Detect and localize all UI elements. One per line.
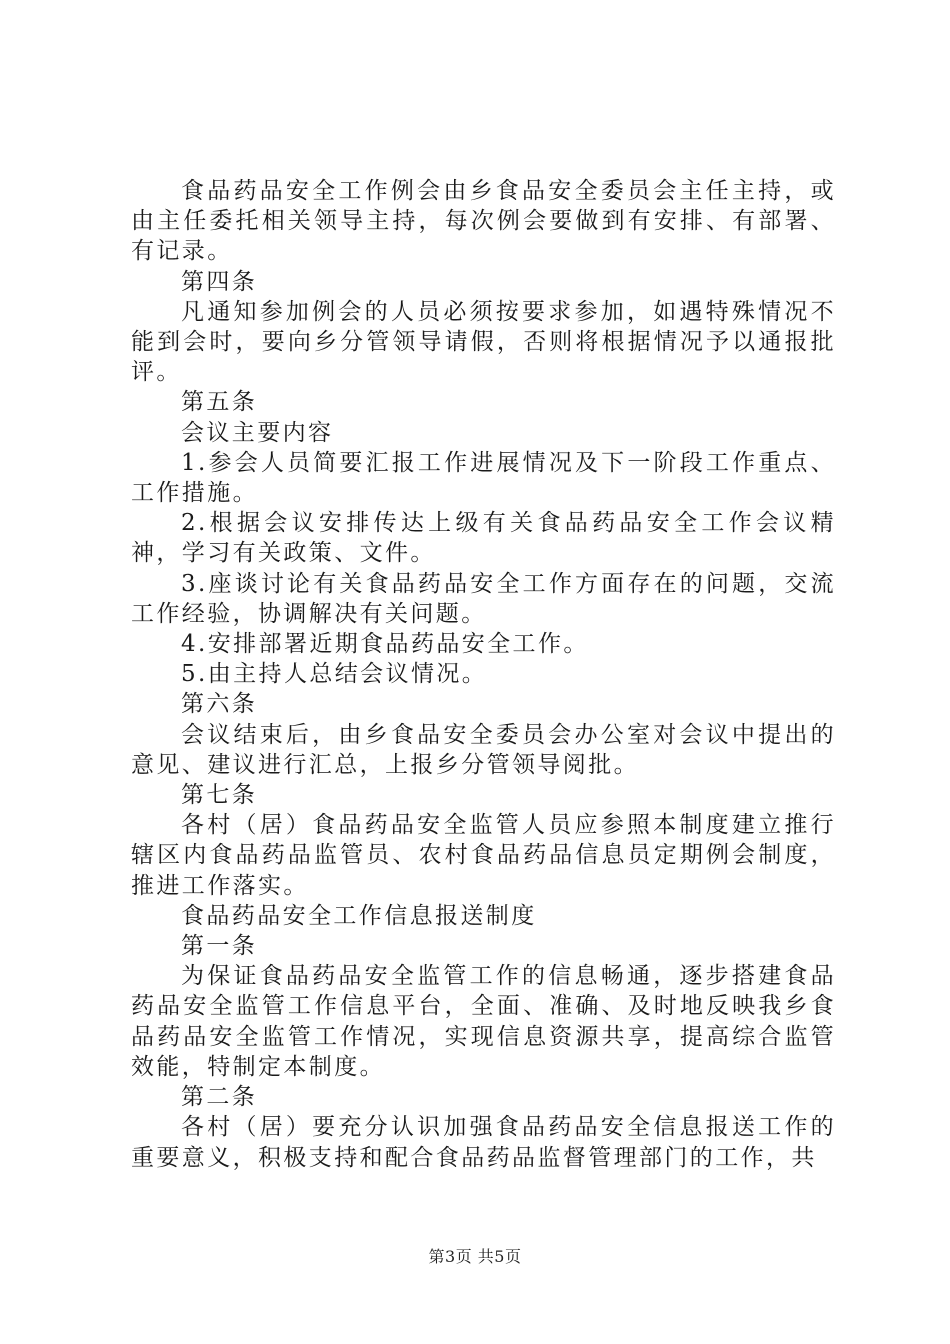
article-heading: 第二条 [181,1084,258,1111]
article-heading: 第四条 [181,268,258,295]
list-item: 3.座谈讨论有关食品药品安全工作方面存在的问题，交流工作经验，协调解决有关问题。 [131,570,836,627]
paragraph: 会议结束后，由乡食品安全委员会办公室对会议中提出的意见、建议进行汇总，上报乡分管领导阅批。 [131,721,836,778]
page-number-footer: 第3页 共5页 [428,1247,522,1266]
list-item: 5.由主持人总结会议情况。 [181,661,488,688]
article-heading: 第七条 [181,782,258,809]
section-heading: 会议主要内容 [181,419,334,446]
list-item: 2.根据会议安排传达上级有关食品药品安全工作会议精神，学习有关政策、文件。 [131,510,836,567]
paragraph: 各村（居）食品药品安全监管人员应参照本制度建立推行辖区内食品药品监管员、农村食品药品信息员定期例会制度，推进工作落实。 [131,812,836,899]
list-item: 4.安排部署近期食品药品安全工作。 [181,631,589,658]
paragraph: 各村（居）要充分认识加强食品药品安全信息报送工作的重要意义，积极支持和配合食品药品监督管理部门的工作，共 [131,1114,836,1171]
paragraph: 为保证食品药品安全监管工作的信息畅通，逐步搭建食品药品安全监管工作信息平台，全面、准确、及时地反映我乡食品药品安全监管工作情况，实现信息资源共享，提高综合监管效能，特制定本制度。 [131,963,836,1080]
document-section-title: 食品药品安全工作信息报送制度 [181,902,537,929]
paragraph: 食品药品安全工作例会由乡食品安全委员会主任主持，或由主任委托相关领导主持，每次例会要做到有安排、有部署、有记录。 [131,178,836,265]
document-body [131,176,836,1173]
article-heading: 第五条 [181,389,258,416]
article-heading: 第六条 [181,691,258,718]
article-heading: 第一条 [181,933,258,960]
paragraph: 凡通知参加例会的人员必须按要求参加，如遇特殊情况不能到会时，要向乡分管领导请假，否则将根据情况予以通报批评。 [131,298,836,386]
list-item: 1.参会人员简要汇报工作进展情况及下一阶段工作重点、工作措施。 [131,449,836,507]
